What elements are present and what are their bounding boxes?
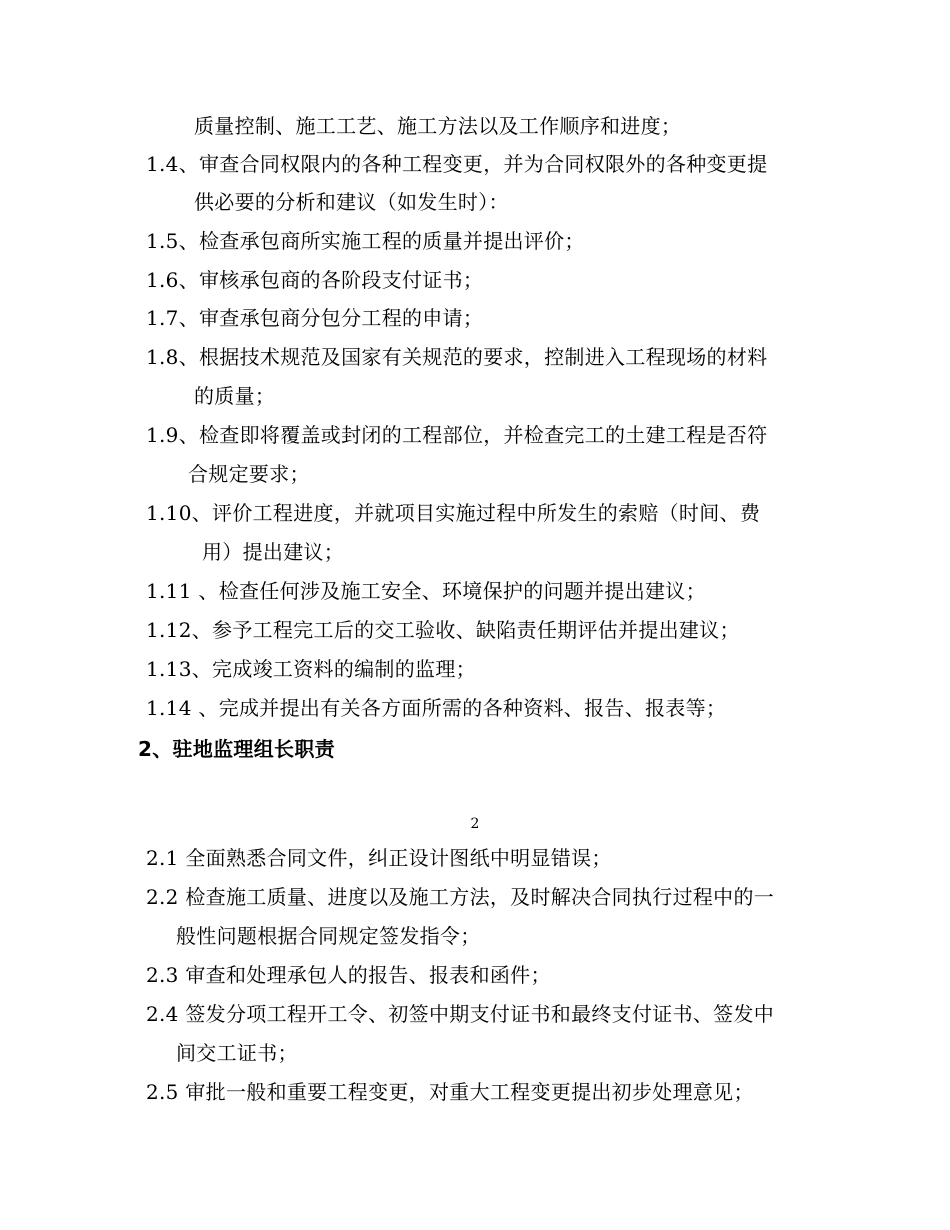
list-item-1-12: 1.12、参予工程完工后的交工验收、缺陷责任期评估并提出建议； bbox=[146, 618, 740, 642]
list-item-1-10-line-2: 用）提出建议； bbox=[202, 540, 345, 564]
list-item-1-4-line-2: 供必要的分析和建议（如发生时）： bbox=[194, 190, 509, 214]
continuation-line: 质量控制、施工工艺、施工方法以及工作顺序和进度； bbox=[194, 114, 682, 138]
list-item-2-1: 2.1 全面熟悉合同文件，纠正设计图纸中明显错误； bbox=[146, 846, 612, 870]
list-item-1-10-line-1: 1.10、评价工程进度，并就项目实施过程中所发生的索赔（时间、费 bbox=[146, 501, 761, 525]
list-item-1-13: 1.13、完成竣工资料的编制的监理； bbox=[146, 657, 476, 681]
list-item-1-8-line-1: 1.8、根据技术规范及国家有关规范的要求，控制进入工程现场的材料 bbox=[146, 345, 768, 369]
list-item-1-4-line-1: 1.4、审查合同权限内的各种工程变更，并为合同权限外的各种变更提 bbox=[146, 152, 768, 176]
section-heading: 2、驻地监理组长职责 bbox=[138, 737, 335, 761]
list-item-2-3: 2.3 审查和处理承包人的报告、报表和函件； bbox=[146, 963, 551, 987]
page-number: 2 bbox=[470, 816, 480, 832]
list-item-1-9-line-2: 合规定要求； bbox=[188, 462, 310, 486]
list-item-2-4-line-2: 间交工证书； bbox=[176, 1041, 298, 1065]
list-item-1-14: 1.14 、完成并提出有关各方面所需的各种资料、报告、报表等； bbox=[146, 696, 727, 720]
list-item-1-9-line-1: 1.9、检查即将覆盖或封闭的工程部位，并检查完工的土建工程是否符 bbox=[146, 423, 768, 447]
list-item-2-2-line-2: 般性问题根据合同规定签发指令； bbox=[176, 924, 481, 948]
list-item-1-6: 1.6、审核承包商的各阶段支付证书； bbox=[146, 268, 484, 292]
list-item-1-8-line-2: 的质量； bbox=[194, 384, 276, 408]
list-item-1-7: 1.7、审查承包商分包分工程的申请； bbox=[146, 306, 484, 330]
list-item-2-2-line-1: 2.2 检查施工质量、进度以及施工方法，及时解决合同执行过程中的一 bbox=[146, 885, 775, 909]
list-item-1-5: 1.5、检查承包商所实施工程的质量并提出评价； bbox=[146, 229, 585, 253]
list-item-1-11: 1.11 、检查任何涉及施工安全、环境保护的问题并提出建议； bbox=[146, 579, 706, 603]
list-item-2-5: 2.5 审批一般和重要工程变更，对重大工程变更提出初步处理意见； bbox=[146, 1080, 754, 1104]
list-item-2-4-line-1: 2.4 签发分项工程开工令、初签中期支付证书和最终支付证书、签发中 bbox=[146, 1002, 775, 1026]
